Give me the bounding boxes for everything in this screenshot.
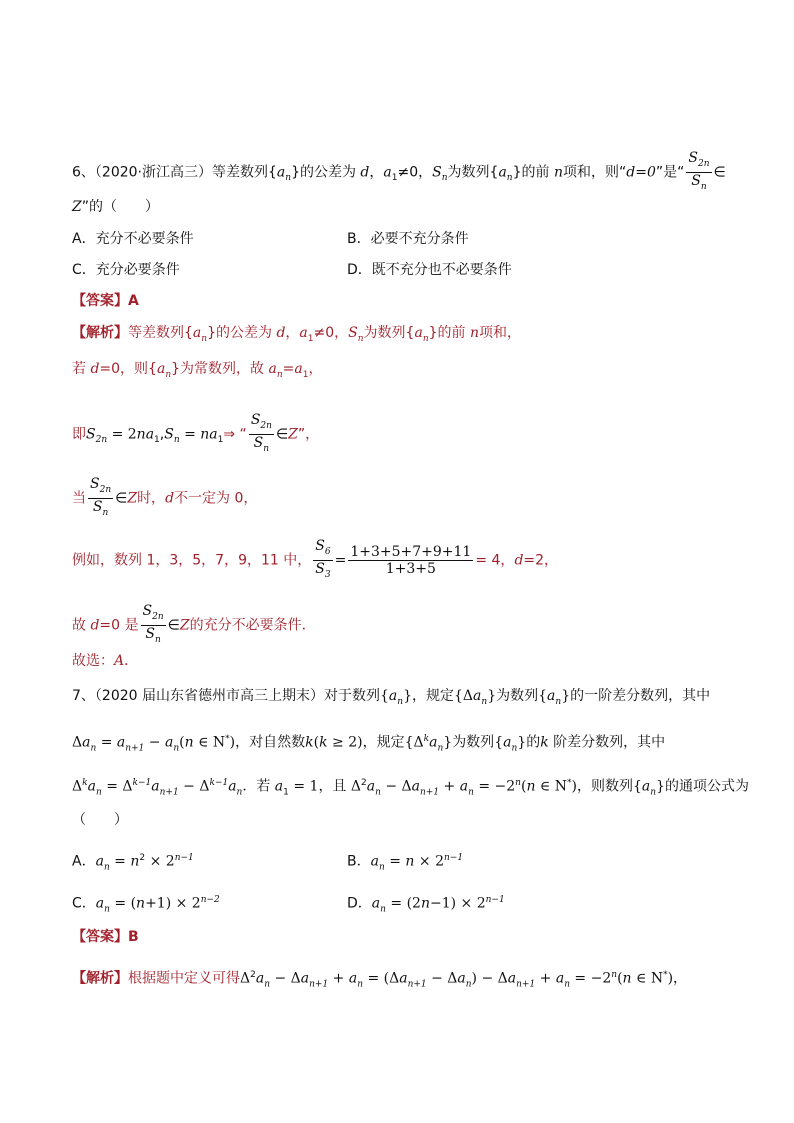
q7-stem-line2: $\Delta a_n = a_{n+1} - a_n(n$ ∈ N*)，对自然数k(k ≥ 2)，规定$\{\Delta^ka_n\}$为数列$\{a_n\}$的k 阶差分数列，其中: [72, 734, 666, 754]
q7-option-c: C．$a_n = (n+1) \times 2^{n-2}$: [72, 895, 220, 915]
q7-option-d: D．$a_n = (2n-1) \times 2^{n-1}$: [347, 895, 505, 915]
q7-option-b: B．$a_n = n \times 2^{n-1}$: [347, 853, 464, 873]
fraction-s2n-over-sn: $\frac{S_{2n}}{S_n}$: [688, 150, 710, 192]
fraction-s2n-over-sn: $\frac{S_{2n}}{S_n}$: [90, 476, 112, 518]
q7-stem-line1: 7、（2020 届山东省德州市高三上期末）对于数列$\{a_n\}$，规定$\{\Delta a_n\}$为数列$\{a_n\}$的一阶差分数列，其中: [72, 688, 711, 707]
fraction-s2n-over-sn: $\frac{S_{2n}}{S_n}$: [250, 412, 272, 454]
q6-option-a: A．充分不必要条件: [72, 231, 194, 247]
q7-answer: 【答案】B: [72, 929, 139, 945]
q7-option-a: A．$a_n = n^2 \times 2^{n-1}$: [72, 853, 194, 873]
fraction-s6-over-s3: $\frac{S_6}{S_3}$: [315, 538, 331, 580]
q6-analysis-line6: 故 d=0 是 $\frac{S_{2n}}{S_n}$ ∈Z的充分不必要条件．: [72, 603, 316, 648]
q6-option-d: D．既不充分也不必要条件: [347, 262, 512, 278]
q6-analysis-line1: 【解析】等差数列$\{a_n\}$的公差为 d，$a_1\ne 0$，$S_n$为数列$\{a_n\}$的前 n项和，: [72, 325, 521, 344]
q7-stem-line4: （ ）: [72, 812, 128, 828]
q6-option-c: C．充分必要条件: [72, 262, 180, 278]
q6-stem-line1: 6、（2020·浙江高三）等差数列$\{a_n\}$的公差为 d，$a_1\ne 0$，$S_n$为数列$\{a_n\}$的前 n项和，则“d=0”是“ $\frac{S_{2n}}{S_n}$ ∈: [72, 150, 726, 195]
q6-stem-line2: Z”的（ ）: [72, 199, 159, 215]
fraction-s2n-over-sn: $\frac{S_{2n}}{S_n}$: [142, 603, 164, 645]
q6-analysis-line3: 即$S_{2n} = 2na_1,S_n$ = $na_1\Rightarrow$ “ $\frac{S_{2n}}{S_n}$ ∈Z”，: [72, 412, 319, 457]
q6-answer: 【答案】A: [72, 293, 139, 309]
analysis-label: 【解析】: [72, 970, 128, 987]
q6-option-b: B．必要不充分条件: [347, 231, 469, 247]
q6-analysis-line2: 若 d=0，则$\{a_n\}$为常数列，故 $a_n=a_1$，: [72, 361, 323, 380]
q6-analysis-line5: 例如，数列 1，3，5，7，9，11 中， $\frac{S_6}{S_3}$ = $\frac{1+3+5+7+9+11}{1+3+5}$ = 4，d=2，: [72, 538, 558, 583]
q7-analysis-line1: 【解析】根据题中定义可得$\Delta^2a_n - \Delta a_{n+1} + a_n = (\Delta a_{n+1} - \Delta a_n) - \Delta a_{n+1} + a_n = -2^n(n$ ∈ N*)，: [72, 970, 688, 990]
q6-analysis-line7: 故选：A．: [72, 653, 139, 669]
q6-analysis-line4: 当 $\frac{S_{2n}}{S_n}$ ∈Z时，d不一定为 0，: [72, 476, 257, 521]
analysis-label: 【解析】: [72, 325, 128, 341]
fraction-sum-example: $\frac{1+3+5+7+9+11}{1+3+5}$: [350, 543, 472, 577]
q7-stem-line3: $\Delta^ka_n = \Delta^{k-1}a_{n+1} - \Delta^{k-1}a_n$．若 $a_1 = 1$，且 $\Delta^2a_n - \Delta a_{n+1} + a_n = -2^n(n$ ∈ N*)，则数列$\{a_n\}$的通项公式为: [72, 778, 749, 798]
